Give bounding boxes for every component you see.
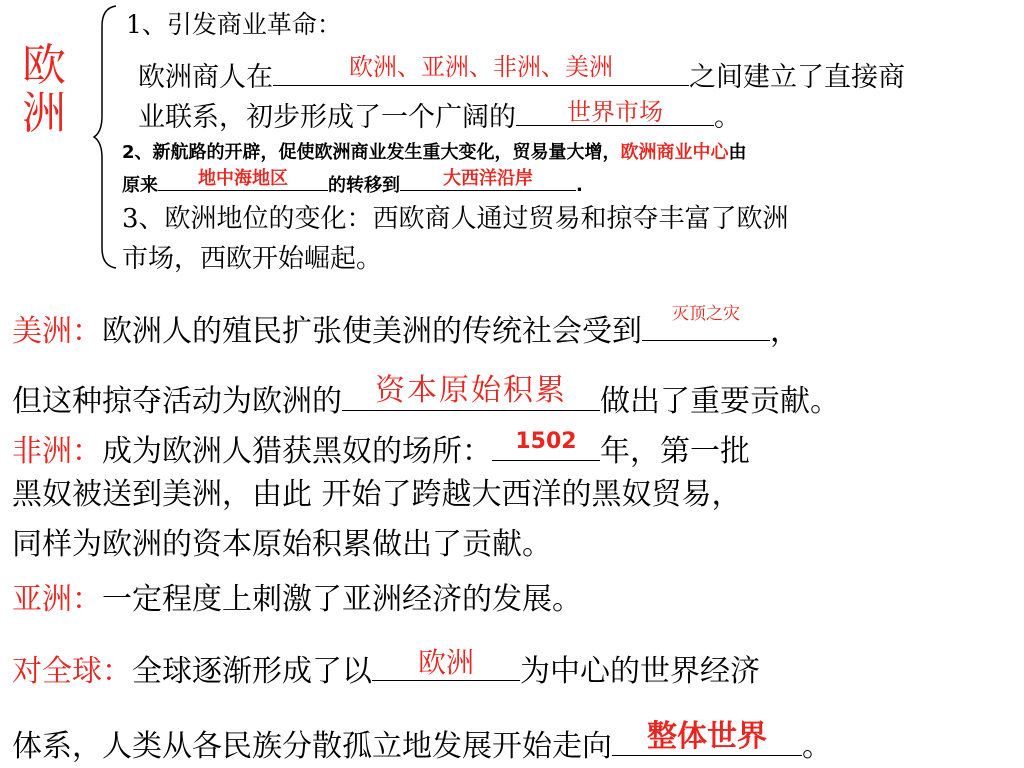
europe-p1-line1 [138, 53, 905, 93]
highlight-text: 欧洲商业中心 [620, 142, 729, 163]
section-label: 非洲： [12, 434, 102, 469]
text: 欧洲人的殖民扩张使美洲的传统社会受到 [102, 314, 642, 349]
europe-p3-line1: 3、欧洲地位的变化：西欧商人通过贸易和掠夺丰富了欧洲 [122, 204, 789, 234]
answer-text: 灭顶之灾 [672, 304, 740, 324]
text: 体系，人类从各民族分散孤立地发展开始走向 [12, 729, 612, 764]
text: 年，第一批 [600, 434, 750, 469]
asia-line [12, 582, 582, 617]
america-line2 [12, 372, 840, 419]
text: 一定程度上刺激了亚洲经济的发展。 [102, 582, 582, 617]
answer-text: 1502 [515, 429, 577, 455]
answer-blank [612, 719, 802, 756]
answer-blank [342, 372, 600, 411]
text: 全球逐渐形成了以 [132, 654, 372, 689]
text: 原来 [122, 175, 158, 196]
answer-blank [642, 304, 770, 341]
answer-blank [492, 430, 600, 461]
text: 做出了重要贡献。 [600, 384, 840, 419]
side-title-europe [22, 42, 66, 139]
answer-blank [372, 646, 520, 681]
section-label: 美洲： [12, 314, 102, 349]
africa-line2: 黑奴被送到美洲，由此 开始了跨越大西洋的黑奴贸易， [12, 477, 742, 512]
text: 之间建立了直接商 [689, 62, 905, 93]
answer-blank [516, 98, 714, 126]
curly-brace-icon [92, 4, 120, 270]
answer-text: 资本原始积累 [375, 372, 567, 408]
europe-p2-line2 [122, 168, 583, 196]
europe-p1-heading: 1、引发商业革命： [126, 10, 342, 39]
text: 欧洲商人在 [138, 62, 273, 93]
europe-p2-line1 [122, 144, 747, 162]
section-label: 对全球： [12, 654, 132, 689]
text: 为中心的世界经济 [520, 654, 760, 689]
text: . [576, 175, 583, 196]
side-title-char: 欧 [22, 40, 66, 91]
answer-blank [400, 168, 576, 191]
answer-text: 大西洋沿岸 [443, 168, 533, 190]
answer-text: 地中海地区 [198, 168, 288, 190]
global-line2 [12, 719, 832, 764]
text: 成为欧洲人猎获黑奴的场所： [102, 434, 492, 469]
answer-text: 整体世界 [647, 719, 767, 754]
global-line1 [12, 646, 760, 689]
text: 的转移到 [328, 175, 400, 196]
side-title-char: 洲 [22, 88, 66, 140]
text: 。 [714, 102, 741, 133]
text: 2、新航路的开辟，促使欧洲商业发生重大变化，贸易量大增， [122, 142, 621, 163]
answer-blank [158, 168, 328, 191]
africa-line3: 同样为欧洲的资本原始积累做出了贡献。 [12, 527, 552, 562]
text: 但这种掠夺活动为欧洲的 [12, 384, 342, 419]
text: 由 [728, 142, 747, 163]
text: ， [770, 314, 800, 349]
europe-p1-line2 [138, 98, 741, 131]
answer-text: 欧洲、亚洲、非洲、美洲 [349, 53, 613, 81]
america-line1 [12, 304, 800, 349]
text: 业联系，初步形成了一个广阔的 [138, 102, 516, 133]
europe-p3-line2: 市场，西欧开始崛起。 [122, 244, 383, 274]
answer-blank [273, 53, 689, 86]
answer-text: 欧洲 [417, 646, 474, 680]
africa-line1 [12, 430, 750, 467]
section-label: 亚洲： [12, 582, 102, 617]
text: 。 [802, 729, 832, 764]
answer-text: 世界市场 [567, 97, 663, 126]
